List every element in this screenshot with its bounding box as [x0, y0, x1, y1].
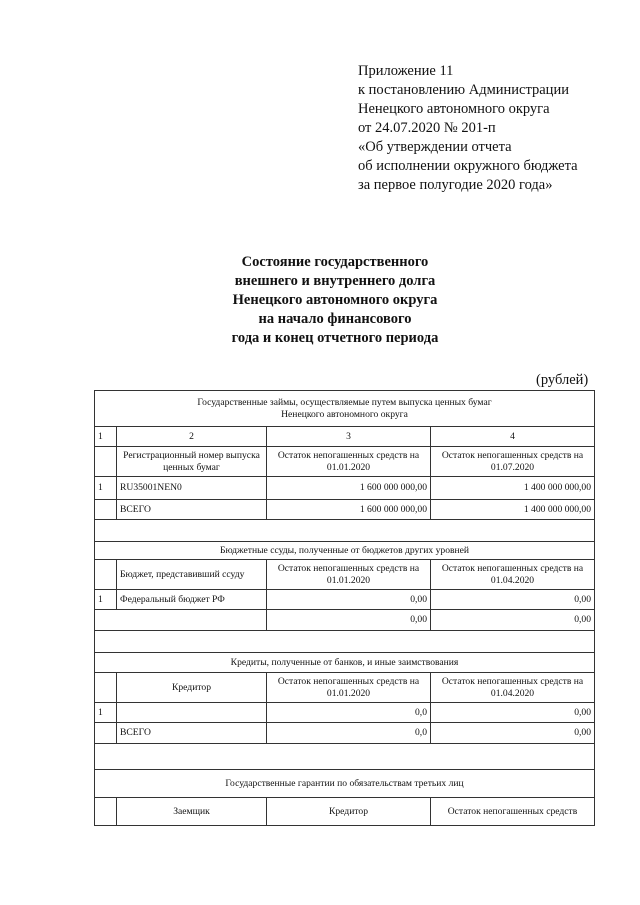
debt-table [94, 390, 595, 826]
row-name: RU35001NEN0 [117, 477, 267, 500]
column-numbers-row [95, 427, 595, 447]
row-number: 1 [95, 703, 117, 723]
row-value-end: 0,00 [431, 590, 595, 610]
title-line: года и конец отчетного периода [231, 330, 439, 346]
empty-cell [95, 500, 117, 520]
empty-cell [95, 798, 117, 826]
section-header-guarantees [95, 770, 595, 798]
empty-cell [95, 673, 117, 703]
empty-cell [95, 520, 595, 542]
column-header: Остаток непогашенных средств на 01.07.2020 [431, 447, 595, 477]
total-value-start: 1 600 000 000,00 [267, 500, 431, 520]
annex-block [358, 62, 578, 195]
annex-line: об исполнении окружного бюджета [358, 158, 578, 174]
section-header-text: Государственные гарантии по обязательствам третьих лиц [95, 770, 595, 798]
table-row [95, 477, 595, 500]
section-header-cell [95, 391, 595, 427]
section-header-text: Государственные займы, осуществляемые путем выпуска ценных бумаг [197, 396, 492, 408]
spacer-row [95, 631, 595, 653]
spacer-row [95, 520, 595, 542]
empty-cell [95, 631, 595, 653]
column-header-row [95, 798, 595, 826]
column-number: 4 [431, 427, 595, 447]
column-header: Остаток непогашенных средств на 01.01.2020 [267, 560, 431, 590]
total-row [95, 500, 595, 520]
total-row [95, 723, 595, 744]
row-value-end: 1 400 000 000,00 [431, 477, 595, 500]
annex-line: к постановлению Администрации [358, 82, 569, 98]
total-value-start: 0,0 [267, 723, 431, 744]
empty-cell [117, 703, 267, 723]
column-header: Остаток непогашенных средств на 01.01.2020 [267, 673, 431, 703]
row-value-start: 0,00 [267, 590, 431, 610]
column-number: 1 [95, 427, 117, 447]
section-header-text: Кредиты, полученные от банков, и иные заимствования [95, 653, 595, 673]
column-header: Остаток непогашенных средств на 01.01.2020 [267, 447, 431, 477]
empty-cell [95, 560, 117, 590]
column-number: 2 [117, 427, 267, 447]
column-header: Бюджет, представивший ссуду [117, 560, 267, 590]
empty-cell [95, 723, 117, 744]
total-value-end: 0,00 [431, 610, 595, 631]
column-header: Заемщик [117, 798, 267, 826]
column-header: Кредитор [117, 673, 267, 703]
annex-line: за первое полугодие 2020 года» [358, 177, 553, 193]
column-header-row [95, 447, 595, 477]
title-line: на начало финансового [258, 311, 412, 327]
total-label: ВСЕГО [117, 723, 267, 744]
column-header: Остаток непогашенных средств на 01.04.2020 [431, 560, 595, 590]
total-label: ВСЕГО [117, 500, 267, 520]
row-value-start: 1 600 000 000,00 [267, 477, 431, 500]
column-header: Регистрационный номер выпуска ценных бумаг [117, 447, 267, 477]
row-number: 1 [95, 477, 117, 500]
column-header: Остаток непогашенных средств на 01.04.2020 [431, 673, 595, 703]
total-row [95, 610, 595, 631]
table-row [95, 590, 595, 610]
section-header-securities [95, 391, 595, 427]
section-header-loans [95, 542, 595, 560]
column-header-row [95, 673, 595, 703]
title-line: Состояние государственного [241, 254, 429, 270]
column-header: Кредитор [267, 798, 431, 826]
annex-line: Ненецкого автономного округа [358, 101, 550, 117]
units-label: (рублей) [536, 372, 589, 388]
column-number: 3 [267, 427, 431, 447]
annex-line: Приложение 11 [358, 63, 454, 79]
row-value-start: 0,0 [267, 703, 431, 723]
column-header: Остаток непогашенных средств [431, 798, 595, 826]
empty-cell [95, 447, 117, 477]
empty-cell [95, 744, 595, 770]
section-header-text: Ненецкого автономного округа [281, 408, 408, 420]
annex-line: от 24.07.2020 № 201-п [358, 120, 496, 136]
total-value-start: 0,00 [267, 610, 431, 631]
document-title [150, 253, 520, 348]
title-line: Ненецкого автономного округа [232, 292, 438, 308]
spacer-row [95, 744, 595, 770]
empty-cell [95, 610, 267, 631]
row-name: Федеральный бюджет РФ [117, 590, 267, 610]
total-value-end: 1 400 000 000,00 [431, 500, 595, 520]
title-line: внешнего и внутреннего долга [234, 273, 436, 289]
column-header-row [95, 560, 595, 590]
table-row [95, 703, 595, 723]
total-value-end: 0,00 [431, 723, 595, 744]
row-value-end: 0,00 [431, 703, 595, 723]
section-header-credits [95, 653, 595, 673]
row-number: 1 [95, 590, 117, 610]
section-header-text: Бюджетные ссуды, полученные от бюджетов других уровней [95, 542, 595, 560]
annex-line: «Об утверждении отчета [358, 139, 512, 155]
